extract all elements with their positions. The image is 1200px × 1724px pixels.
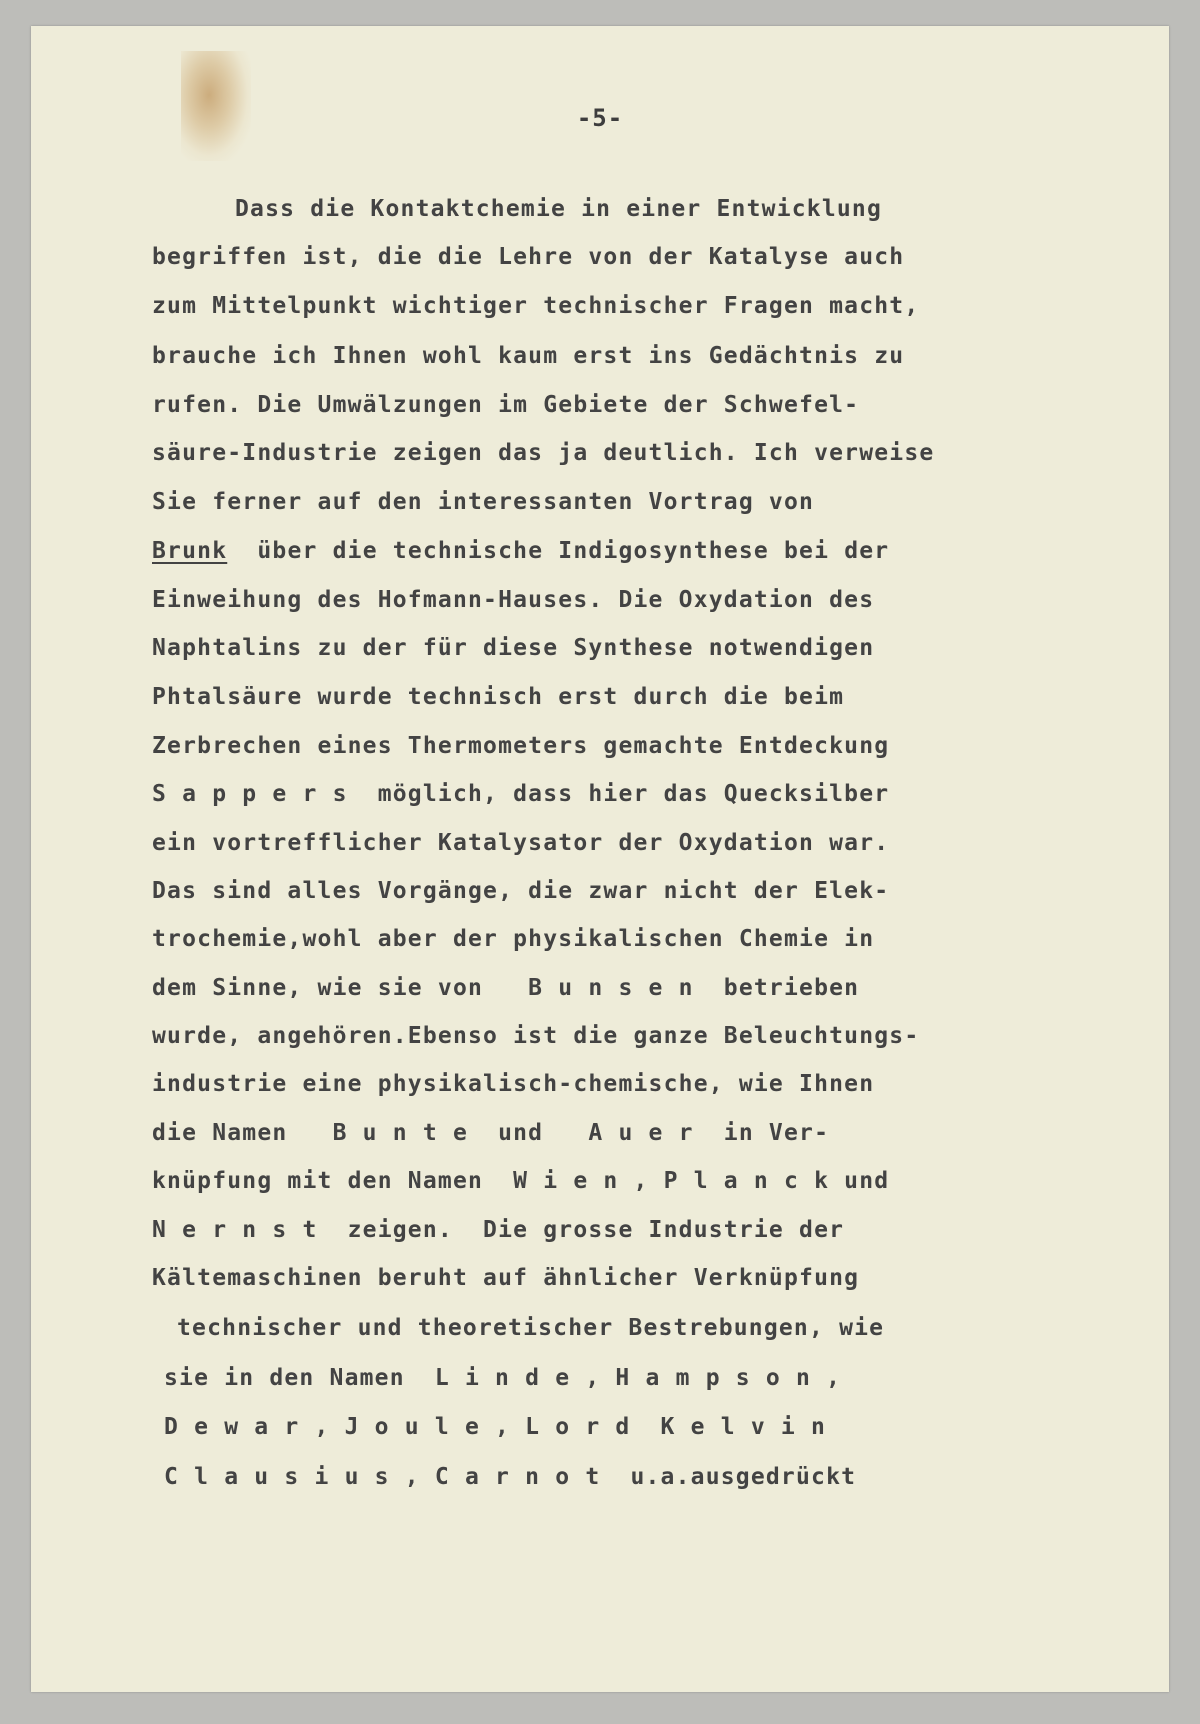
text-line: Zerbrechen eines Thermometers gemachte Entdeckung — [152, 733, 890, 759]
text-line: knüpfung mit den Namen W i e n , P l a n c k und — [152, 1168, 890, 1194]
text-line-rest: über die technische Indigosynthese bei der — [257, 538, 890, 564]
text-line: ein vortrefflicher Katalysator der Oxydation war. — [152, 830, 890, 856]
page-number: -5- — [576, 104, 624, 132]
text-line: D e w a r , J o u l e , L o r d K e l v i n — [164, 1414, 827, 1440]
text-line: trochemie,wohl aber der physikalischen Chemie in — [152, 926, 875, 952]
text-line: Dass die Kontaktchemie in einer Entwicklung — [235, 196, 883, 222]
text-line: S a p p e r s möglich, dass hier das Quecksilber — [152, 781, 890, 807]
text-line: begriffen ist, die die Lehre von der Katalyse auch — [152, 244, 905, 270]
text-line: säure-Industrie zeigen das ja deutlich. Ich verweise — [152, 440, 935, 466]
text-line: Einweihung des Hofmann-Hauses. Die Oxydation des — [152, 587, 875, 613]
text-line: rufen. Die Umwälzungen im Gebiete der Schwefel- — [152, 392, 860, 418]
text-line: dem Sinne, wie sie von B u n s e n betrieben — [152, 975, 860, 1001]
text-line: die Namen B u n t e und A u e r in Ver- — [152, 1120, 830, 1146]
text-line: Das sind alles Vorgänge, die zwar nicht der Elek- — [152, 878, 890, 904]
text-line: Phtalsäure wurde technisch erst durch die beim — [152, 684, 845, 710]
text-line: zum Mittelpunkt wichtiger technischer Fragen macht, — [152, 293, 920, 319]
typewritten-page — [31, 26, 1169, 1692]
text-line: Naphtalins zu der für diese Synthese notwendigen — [152, 635, 875, 661]
text-line: Kältemaschinen beruht auf ähnlicher Verknüpfung — [152, 1265, 860, 1291]
text-line: sie in den Namen L i n d e , H a m p s o n , — [164, 1365, 842, 1391]
text-line: wurde, angehören.Ebenso ist die ganze Beleuchtungs- — [152, 1023, 920, 1049]
text-line: industrie eine physikalisch-chemische, wie Ihnen — [152, 1071, 875, 1097]
text-line: brauche ich Ihnen wohl kaum erst ins Gedächtnis zu — [152, 343, 905, 369]
text-line: Sie ferner auf den interessanten Vortrag von — [152, 489, 815, 515]
underlined-name: Brunk — [152, 538, 228, 564]
text-line: C l a u s i u s , C a r n o t u.a.ausgedrückt — [164, 1464, 857, 1490]
text-line: N e r n s t zeigen. Die grosse Industrie der — [152, 1217, 845, 1243]
text-line-brunk — [152, 536, 889, 566]
text-line: technischer und theoretischer Bestrebungen, wie — [177, 1315, 885, 1341]
